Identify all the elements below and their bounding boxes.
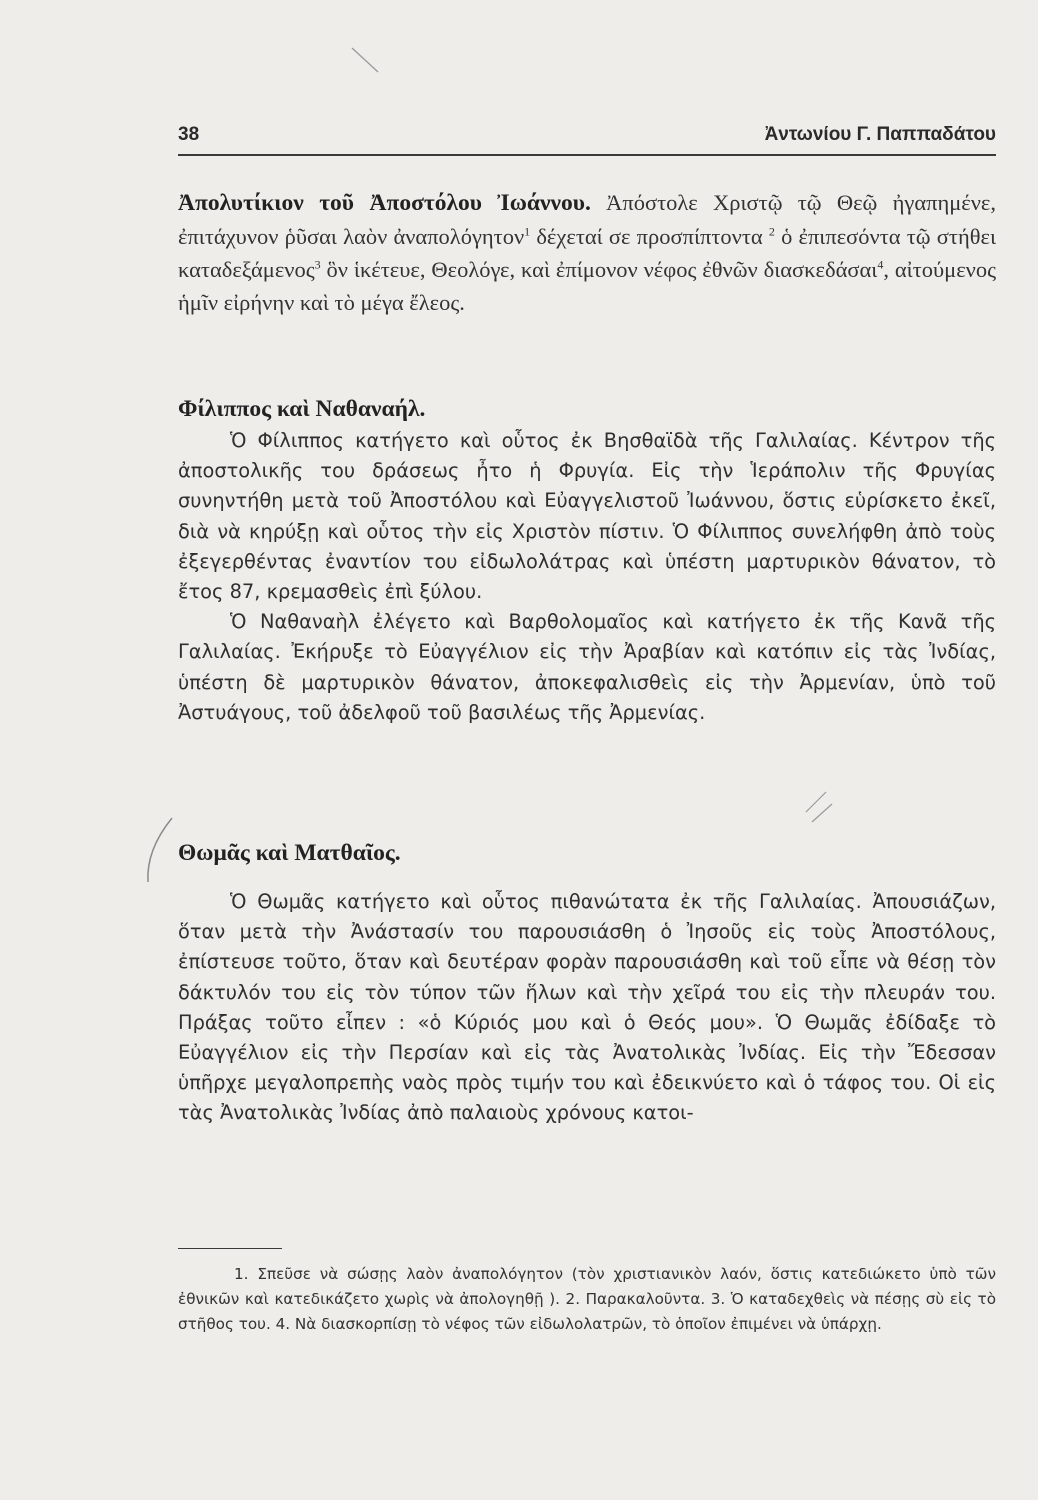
apolytikion-paragraph [178, 186, 996, 319]
heading-thomas: Θωμᾶς καὶ Ματθαῖος. [178, 840, 401, 866]
footnote-ref-3: 3 [314, 257, 321, 272]
pencil-bracket-margin [148, 818, 172, 882]
thomas-section [178, 887, 996, 1129]
pencil-stroke-top [352, 48, 378, 72]
footnotes: 1. Σπεῦσε νὰ σώσῃς λαὸν ἀναπολόγητον (τὸν χριστιανικὸν λαόν, ὅστις κατεδιώκετο ὑπὸ τῶν ἐθνικῶν καὶ κατεδικάζετο χωρὶς νὰ ἀπολογηθῇ ). 2. Παρακαλοῦντα. 3. Ὁ καταδεχθεὶς νὰ πέσῃς σὺ εἰς τὸ στῆθος του. 4. Νὰ διασκορπίσῃ τὸ νέφος τῶν εἰδωλολατρῶν, τὸ ὁποῖον ἐπιμένει νὰ ὑπάρχῃ. [178, 1265, 996, 1333]
apolytikion-text-1: Ἀπόστολε Χριστῷ τῷ Θεῷ ἠγαπημένε, ἐπιτάχυνον ῥῦσαι λαὸν ἀναπολόγητον [178, 190, 996, 249]
heading-philippos: Φίλιππος καὶ Ναθαναήλ. [178, 396, 426, 422]
apolytikion-text-5: , αἰτούμενος ἡμῖν εἰρήνην καὶ τὸ μέγα ἔλεος. [178, 257, 996, 315]
apolytikion-title: Ἀπολυτίκιον τοῦ Ἀποστόλου Ἰωάννου. [178, 190, 591, 216]
paragraph: Ὁ Ναθαναὴλ ἐλέγετο καὶ Βαρθολομαῖος καὶ κατήγετο ἐκ τῆς Κανᾶ τῆς Γαλιλαίας. Ἐκήρυξε τὸ Εὐαγγέλιον εἰς τὴν Ἀραβίαν καὶ κατόπιν εἰς τὰς Ἰνδίας, ὑπέστη δὲ μαρτυρικὸν θάνατον, ἀποκεφαλισθεὶς εἰς τὴν Ἀρμενίαν, ὑπὸ τοῦ Ἀστυάγους, τοῦ ἀδελφοῦ τοῦ βασιλέως τῆς Ἀρμενίας. [178, 610, 996, 724]
apolytikion-text-4: ὃν ἱκέτευε, Θεολόγε, καὶ ἐπίμονον νέφος ἐθνῶν διασκεδάσαι [320, 257, 878, 282]
page-number: 38 [178, 124, 200, 145]
footnote-rule [178, 1248, 282, 1249]
paragraph: Ὁ Θωμᾶς κατήγετο καὶ οὗτος πιθανώτατα ἐκ τῆς Γαλιλαίας. Ἀπουσιάζων, ὅταν μετὰ τὴν Ἀνάστασίν του παρουσιάσθη ὁ Ἰησοῦς εἰς τοὺς Ἀποστόλους, ἐπίστευσε τοῦτο, ὅταν καὶ δευτέραν φορὰν παρουσιάσθη καὶ τοῦ εἶπε νὰ θέσῃ τὸν δάκτυλόν του εἰς τὸν τύπον τῶν ἥλων καὶ τὴν χεῖρά του εἰς τὴν πλευράν του. Πράξας τοῦτο εἶπεν : «ὁ Κύριός μου καὶ ὁ Θεός μου». Ὁ Θωμᾶς ἐδίδαξε τὸ Εὐαγγέλιον εἰς τὴν Περσίαν καὶ εἰς τὰς Ἀνατολικὰς Ἰνδίας. Εἰς τὴν Ἔδεσσαν ὑπῆρχε μεγαλοπρεπὴς ναὸς πρὸς τιμήν του καὶ ἐδεικνύετο καὶ ὁ τάφος του. Οἱ εἰς τὰς Ἀνατολικὰς Ἰνδίας ἀπὸ παλαιοὺς χρόνους κατοι- [178, 890, 996, 1125]
running-header [178, 124, 996, 152]
header-rule [178, 154, 996, 156]
pencil-tick-mark [806, 792, 832, 822]
paragraph: Ὁ Φίλιππος κατήγετο καὶ οὗτος ἐκ Βησθαϊδὰ τῆς Γαλιλαίας. Κέντρον τῆς ἀποστολικῆς του δράσεως ἦτο ἡ Φρυγία. Εἰς τὴν Ἱεράπολιν τῆς Φρυγίας συνηντήθη μετὰ τοῦ Ἀποστόλου καὶ Εὐαγγελιστοῦ Ἰωάννου, ὅστις εὑρίσκετο ἐκεῖ, διὰ νὰ κηρύξῃ καὶ οὗτος τὴν εἰς Χριστὸν πίστιν. Ὁ Φίλιππος συνελήφθη ἀπὸ τοὺς ἐξεγερθέντας ἐναντίον του εἰδωλολάτρας καὶ ὑπέστη μαρτυρικὸν θάνατον, τὸ ἔτος 87, κρεμασθεὶς ἐπὶ ξύλου. [178, 429, 996, 604]
apolytikion-text-3: ὁ ἐπιπεσόντα τῷ στήθει καταδεξάμενος [178, 224, 996, 282]
footnote-ref-2: 2 [768, 224, 775, 239]
footnote-ref-1: 1 [524, 224, 531, 239]
apolytikion-text-2: δέχεταί σε προσπίπτοντα [530, 224, 763, 249]
philippos-section [178, 426, 996, 728]
footnote-ref-4: 4 [877, 257, 884, 272]
running-head-author: Ἀντωνίου Γ. Παππαδάτου [764, 124, 996, 145]
